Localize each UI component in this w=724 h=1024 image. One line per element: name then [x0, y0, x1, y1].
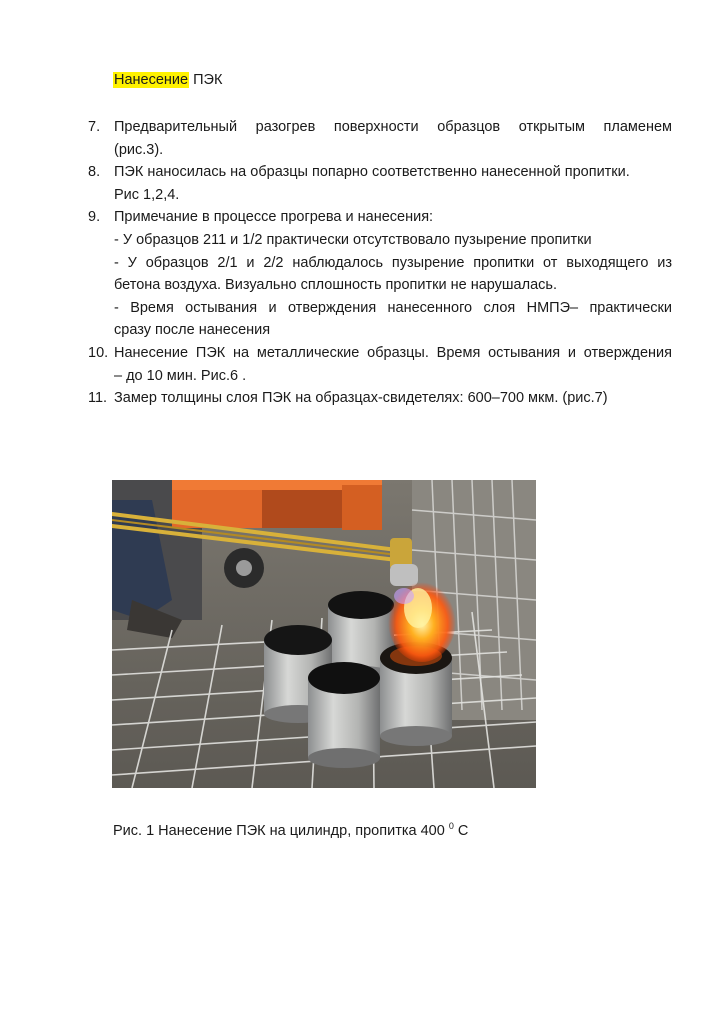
section-heading — [113, 70, 222, 90]
figure-caption — [113, 816, 468, 841]
list-item-line: – до 10 мин. Рис.6 . — [114, 367, 247, 384]
caption-superscript: 0 — [448, 821, 454, 831]
list-item-line: - У образцов 2/1 и 2/2 наблюдалось пузырение пропитки от выходящего из — [114, 254, 672, 271]
list-item — [88, 161, 672, 206]
figure-photo — [112, 480, 536, 788]
list-item-line: Нанесение ПЭК на металлические образцы. Время остывания и отверждения — [114, 344, 672, 361]
list-item-number: 9. — [88, 209, 101, 226]
list-item-number: 8. — [88, 164, 101, 181]
list-item-line: Примечание в процессе прогрева и нанесения: — [114, 209, 434, 226]
list-item-number: 10. — [88, 344, 109, 361]
numbered-list — [88, 116, 672, 410]
list-item-line: (рис.3). — [114, 141, 164, 158]
list-item-line: ПЭК наносилась на образцы попарно соответственно нанесенной пропитки. — [114, 164, 630, 181]
list-item-number: 11. — [88, 390, 108, 407]
list-item-line: - Время остывания и отверждения нанесенного слоя НМПЭ– практически — [114, 299, 672, 316]
list-item-line: бетона воздуха. Визуально сплошность пропитки не нарушалась. — [114, 277, 557, 294]
highlighted-heading-word: Нанесение — [114, 72, 189, 88]
list-item-line: Замер толщины слоя ПЭК на образцах-свидетелях: 600–700 мкм. (рис.7) — [114, 390, 608, 407]
list-item — [88, 116, 672, 161]
heading-rest: ПЭК — [189, 72, 223, 88]
list-item-line: Предварительный разогрев поверхности образцов открытым пламенем — [114, 119, 672, 135]
list-item-line: - У образцов 211 и 1/2 практически отсутствовало пузырение пропитки — [114, 231, 592, 248]
list-item-line: Рис 1,2,4. — [114, 186, 180, 203]
caption-text: Рис. 1 Нанесение ПЭК на цилиндр, пропитка 400 — [113, 823, 445, 839]
list-item — [88, 206, 672, 342]
caption-unit: С — [453, 823, 469, 839]
list-item — [88, 342, 672, 387]
list-item — [88, 387, 672, 410]
list-item-number: 7. — [88, 119, 101, 135]
list-item-line: сразу после нанесения — [114, 322, 271, 339]
